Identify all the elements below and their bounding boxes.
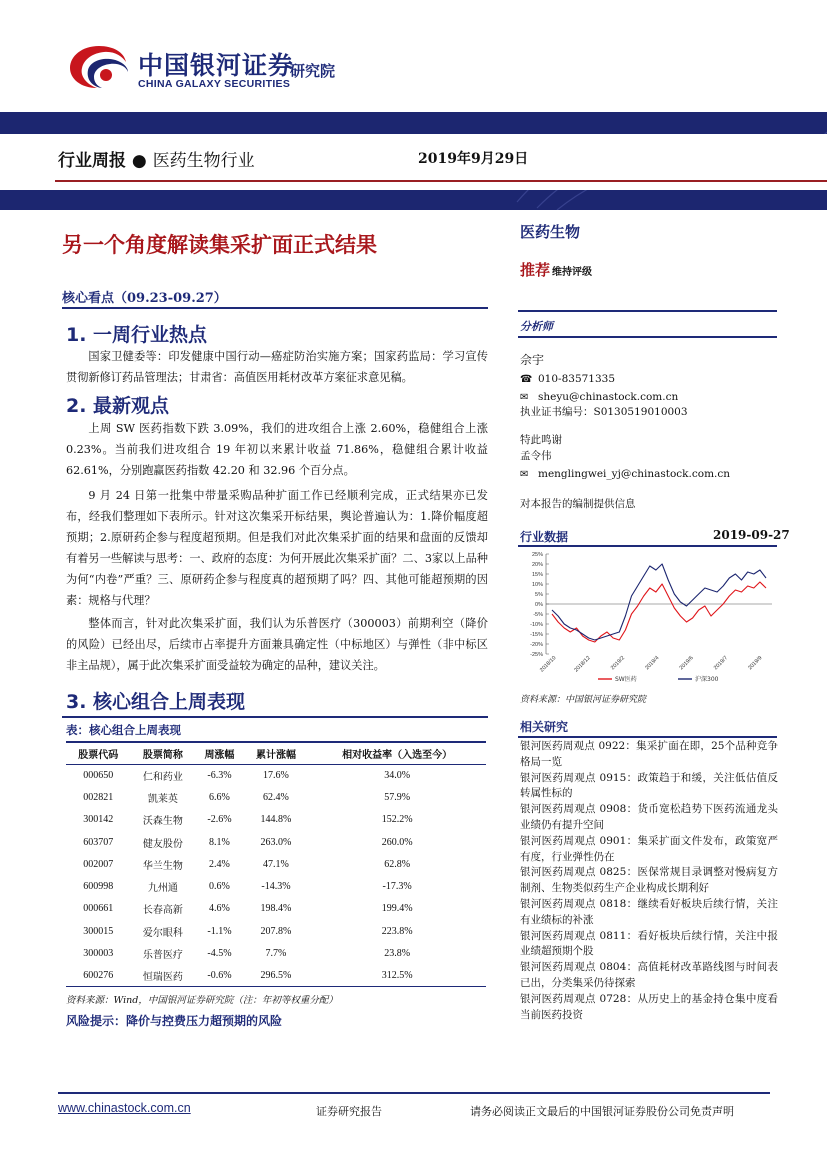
assistant-name: 孟令伟	[520, 450, 552, 462]
section-1-title: 1. 一周行业热点	[66, 324, 208, 346]
assist-note: 对本报告的编制提供信息	[520, 498, 636, 510]
section-1-text: 国家卫健委等：印发健康中国行动—癌症防治实施方案；国家药监局：学习宣传贯彻新修订药品管理法；甘肃省：高值医用耗材改革方案征求意见稿。	[66, 350, 488, 384]
footer-report-label: 证券研究报告	[316, 1105, 382, 1118]
brand-name-cn: 中国银河证券	[138, 51, 295, 80]
report-type: 行业周报	[58, 151, 126, 171]
assistant-email[interactable]	[520, 465, 730, 485]
table-cell: -14.3%	[261, 881, 291, 893]
analyst-name: 佘宇	[520, 353, 545, 367]
bullet-icon: ●	[131, 151, 147, 171]
table-cell: 62.8%	[384, 858, 411, 870]
table-cell: 8.1%	[209, 836, 230, 848]
related-divider	[518, 736, 777, 738]
y-tick-label: 25%	[531, 552, 543, 558]
report-date: 2019年9月29日	[418, 151, 529, 167]
table-cell: 23.8%	[384, 948, 411, 960]
table-cell: 6.6%	[209, 791, 230, 803]
table-cell: 312.5%	[308, 965, 486, 987]
assistant-email-address[interactable]: menglingwei_yj@chinastock.com.cn	[538, 468, 731, 480]
institute-label: 研究院	[290, 62, 336, 80]
analyst-phone	[520, 370, 615, 390]
table-cell: 260.0%	[381, 836, 413, 848]
table-cell: 000650	[83, 769, 114, 781]
banner-title-strip	[0, 134, 827, 190]
table-row	[66, 831, 486, 853]
rating-note: 维持评级	[552, 267, 593, 278]
risk-warning: 风险提示：降价与控费压力超预期的风险	[66, 1014, 283, 1028]
y-tick-label: -20%	[530, 642, 543, 648]
table-header-cell: 相对收益率（入选至今）	[308, 742, 486, 764]
website-link[interactable]: www.chinastock.com.cn	[58, 1101, 191, 1115]
email-icon: ✉	[520, 392, 529, 403]
related-research-item[interactable]: 银河医药周观点 0728：从历史上的基金持仓集中度看当前医药投资	[520, 992, 778, 1021]
table-cell: -1.1%	[207, 925, 232, 937]
report-type-line	[58, 146, 255, 171]
brand-name-en: CHINA GALAXY SECURITIES	[138, 78, 291, 90]
related-research-label: 相关研究	[520, 720, 569, 734]
section-3-divider	[62, 716, 488, 718]
related-research-list	[520, 739, 778, 1023]
table-cell: 仁和药业	[142, 771, 183, 783]
industry-data-label: 行业数据	[520, 530, 569, 544]
related-research-item[interactable]: 银河医药周观点 0825：医保常规目录调整对慢病复方制剂、生物类似药生产企业构成长期利好	[520, 866, 778, 895]
table-header-cell: 累计涨幅	[244, 742, 309, 764]
report-title: 另一个角度解读集采扩面正式结果	[62, 233, 377, 257]
table-header-cell: 股票简称	[131, 742, 196, 764]
y-tick-label: 0%	[535, 602, 543, 608]
table-row	[66, 942, 486, 964]
section-2-para-2: 9 月 24 日第一批集中带量采购品种扩面工作已经顺利完成，正式结果亦已发布，经我们整理如下表所示。针对这次集采开标结果，舆论普遍认为：1.降价幅度超预期；2.原研药企参与程度超预期。但是我们对此次集采扩面的结果和盘面的反馈却有着另一些解读与思考：一、政府的态度：为何开展此次集采扩面？二、3家以上品种为何“内卷”严重？三、原研药企参与程度真的超预期了吗？四、其他可能超预期的因素：规格与代理？	[66, 489, 488, 607]
table-cell: -6.3%	[207, 769, 232, 781]
banner-divider	[55, 180, 827, 182]
table-row	[66, 920, 486, 942]
table-row	[66, 809, 486, 831]
y-tick-label: 15%	[531, 572, 543, 578]
table-cell: 300015	[83, 925, 114, 937]
table-header-row	[66, 742, 486, 764]
table-cell: -0.6%	[195, 965, 243, 987]
legend-label: SW医药	[615, 676, 637, 683]
table-cell: 17.6%	[263, 769, 289, 781]
y-tick-label: -25%	[530, 652, 543, 658]
rating	[520, 259, 592, 280]
galaxy-logo-icon	[66, 44, 132, 90]
related-research-item[interactable]: 银河医药周观点 0908：货币宽松趋势下医药流通龙头业绩仍有提升空间	[520, 803, 778, 831]
table-cell: 603707	[83, 836, 114, 848]
table-cell: 000661	[83, 903, 114, 915]
table-cell: 34.0%	[384, 769, 411, 781]
analyst-divider	[518, 336, 777, 338]
table-cell: 263.0%	[260, 836, 292, 848]
y-tick-label: 5%	[535, 592, 543, 598]
rating-value: 推荐	[520, 261, 551, 279]
table-row	[66, 786, 486, 808]
table-cell: 57.9%	[384, 791, 411, 803]
x-tick-label: 2019/2	[609, 655, 627, 672]
table-cell: 300003	[83, 948, 114, 960]
x-tick-label: 2019/4	[644, 655, 661, 672]
table-cell: 2.4%	[209, 858, 230, 870]
related-research-item[interactable]: 银河医药周观点 0818：继续看好板块后续行情，关注有业绩标的补涨	[520, 897, 778, 926]
y-tick-label: 20%	[531, 562, 543, 568]
sector-name: 医药生物	[520, 223, 581, 241]
section-2-para-1: 上周 SW 医药指数下跌 3.09%，我们的进攻组合上涨 2.60%，稳健组合上涨 0.23%。当前我们进攻组合 19 年初以来累计收益 71.86%，稳健组合累计收益 62.61%，分别跑赢医药指数 42.20 和 32.96 个百分点。	[66, 422, 488, 477]
table-cell: 144.8%	[260, 814, 292, 826]
y-tick-label: 10%	[531, 582, 543, 588]
certificate-number: 执业证书编号：S0130519010003	[520, 406, 688, 418]
email-address[interactable]: sheyu@chinastock.com.cn	[538, 391, 679, 403]
phone-icon: ☎	[520, 374, 533, 385]
table-cell: 长春高新	[142, 905, 183, 917]
table-cell: 0.6%	[209, 881, 230, 893]
related-research-item[interactable]: 银河医药周观点 0922：集采扩面在即，25个品种竞争格局一览	[520, 740, 778, 768]
y-tick-label: -10%	[530, 622, 543, 628]
table-cell: 爱尔眼科	[142, 927, 183, 939]
table-body	[66, 764, 486, 987]
table-cell: 199.4%	[381, 903, 413, 915]
table-cell: 华兰生物	[142, 860, 183, 872]
table-cell: 凯莱英	[147, 793, 178, 805]
phone-number: 010-83571335	[538, 373, 616, 385]
table-cell: 198.4%	[260, 903, 292, 915]
table-cell: 002007	[83, 858, 114, 870]
y-tick-label: -5%	[533, 612, 543, 618]
table-cell: 恒瑞医药	[131, 965, 196, 987]
chart-source: 资料来源：中国银河证券研究院	[520, 695, 647, 705]
table-caption: 表：核心组合上周表现	[66, 723, 181, 737]
table-cell: 600998	[83, 881, 114, 893]
table-cell: -17.3%	[382, 881, 412, 893]
table-cell: 207.8%	[260, 925, 292, 937]
x-tick-label: 2018/12	[573, 655, 592, 674]
table-cell: 乐普医疗	[142, 950, 183, 962]
table-row	[66, 853, 486, 875]
table-header-cell: 周涨幅	[195, 742, 243, 764]
x-tick-label: 2019/7	[712, 655, 730, 672]
analyst-label: 分析师	[520, 320, 553, 333]
table-cell: 62.4%	[263, 791, 289, 803]
table-cell: 152.2%	[381, 814, 413, 826]
table-row	[66, 875, 486, 897]
table-cell: 47.1%	[263, 858, 289, 870]
portfolio-table	[66, 741, 486, 987]
x-tick-label: 2019/6	[678, 655, 695, 672]
core-points-label: 核心看点（09.23-09.27）	[62, 291, 227, 306]
footer-divider	[58, 1092, 770, 1094]
table-cell: -2.6%	[207, 814, 232, 826]
section-3-title: 3. 核心组合上周表现	[66, 691, 246, 713]
industry-name: 医药生物行业	[152, 151, 255, 171]
core-divider	[62, 307, 488, 309]
legend-label: 沪深300	[695, 676, 719, 683]
email-icon: ✉	[520, 469, 529, 480]
report-banner	[0, 112, 827, 210]
related-research-item[interactable]: 银河医药周观点 0804：高值耗材改革路线图与时间表已出，分类集采仍待探索	[520, 961, 778, 989]
table-cell: 7.7%	[265, 948, 287, 960]
section-2-para-3: 整体而言，针对此次集采扩面，我们认为乐普医疗（300003）前期利空（降价的风险）已经出尽，后续市占率提升方面兼具确定性（中标地区）与弹性（非中标区非主品规），属于此次集采扩面受益较为确定的品种，建议关注。	[66, 617, 488, 672]
related-research-item[interactable]: 银河医药周观点 0901：集采扩面文件发布，政策宽严有度，行业弹性仍在	[520, 834, 778, 863]
related-research-item[interactable]: 银河医药周观点 0915：政策趋于和缓，关注低估值反转属性标的	[520, 771, 778, 800]
series-line-0	[552, 582, 766, 642]
table-cell: 223.8%	[381, 925, 413, 937]
table-row	[66, 965, 486, 987]
rating-divider	[518, 310, 777, 312]
table-cell: 健友股份	[142, 838, 183, 850]
x-tick-label: 2018/10	[539, 655, 558, 674]
x-tick-label: 2019/9	[747, 655, 764, 672]
table-cell: 300142	[83, 814, 114, 826]
table-cell: 4.6%	[209, 903, 230, 915]
table-cell: 600276	[66, 965, 131, 987]
table-cell: -4.5%	[207, 948, 232, 960]
table-header-cell: 股票代码	[66, 742, 131, 764]
related-research-item[interactable]: 银河医药周观点 0811：看好板块后续行情，关注中报业绩超预期个股	[520, 929, 778, 958]
industry-performance-chart	[518, 546, 778, 686]
y-tick-label: -15%	[530, 632, 543, 638]
table-source: 资料来源：Wind，中国银河证券研究院（注：年初等权重分配）	[66, 995, 338, 1006]
table-row	[66, 764, 486, 786]
table-cell: 002821	[83, 791, 114, 803]
footer-disclaimer: 请务必阅读正文最后的中国银河证券股份公司免责声明	[470, 1105, 734, 1118]
thanks-label: 特此鸣谢	[520, 434, 562, 446]
table-cell: 296.5%	[244, 965, 309, 987]
section-2-title: 2. 最新观点	[66, 395, 170, 417]
industry-data-date: 2019-09-27	[713, 528, 790, 542]
series-line-1	[552, 564, 766, 640]
table-cell: 九州通	[147, 883, 178, 895]
table-cell: 沃森生物	[142, 816, 183, 828]
table-row	[66, 898, 486, 920]
